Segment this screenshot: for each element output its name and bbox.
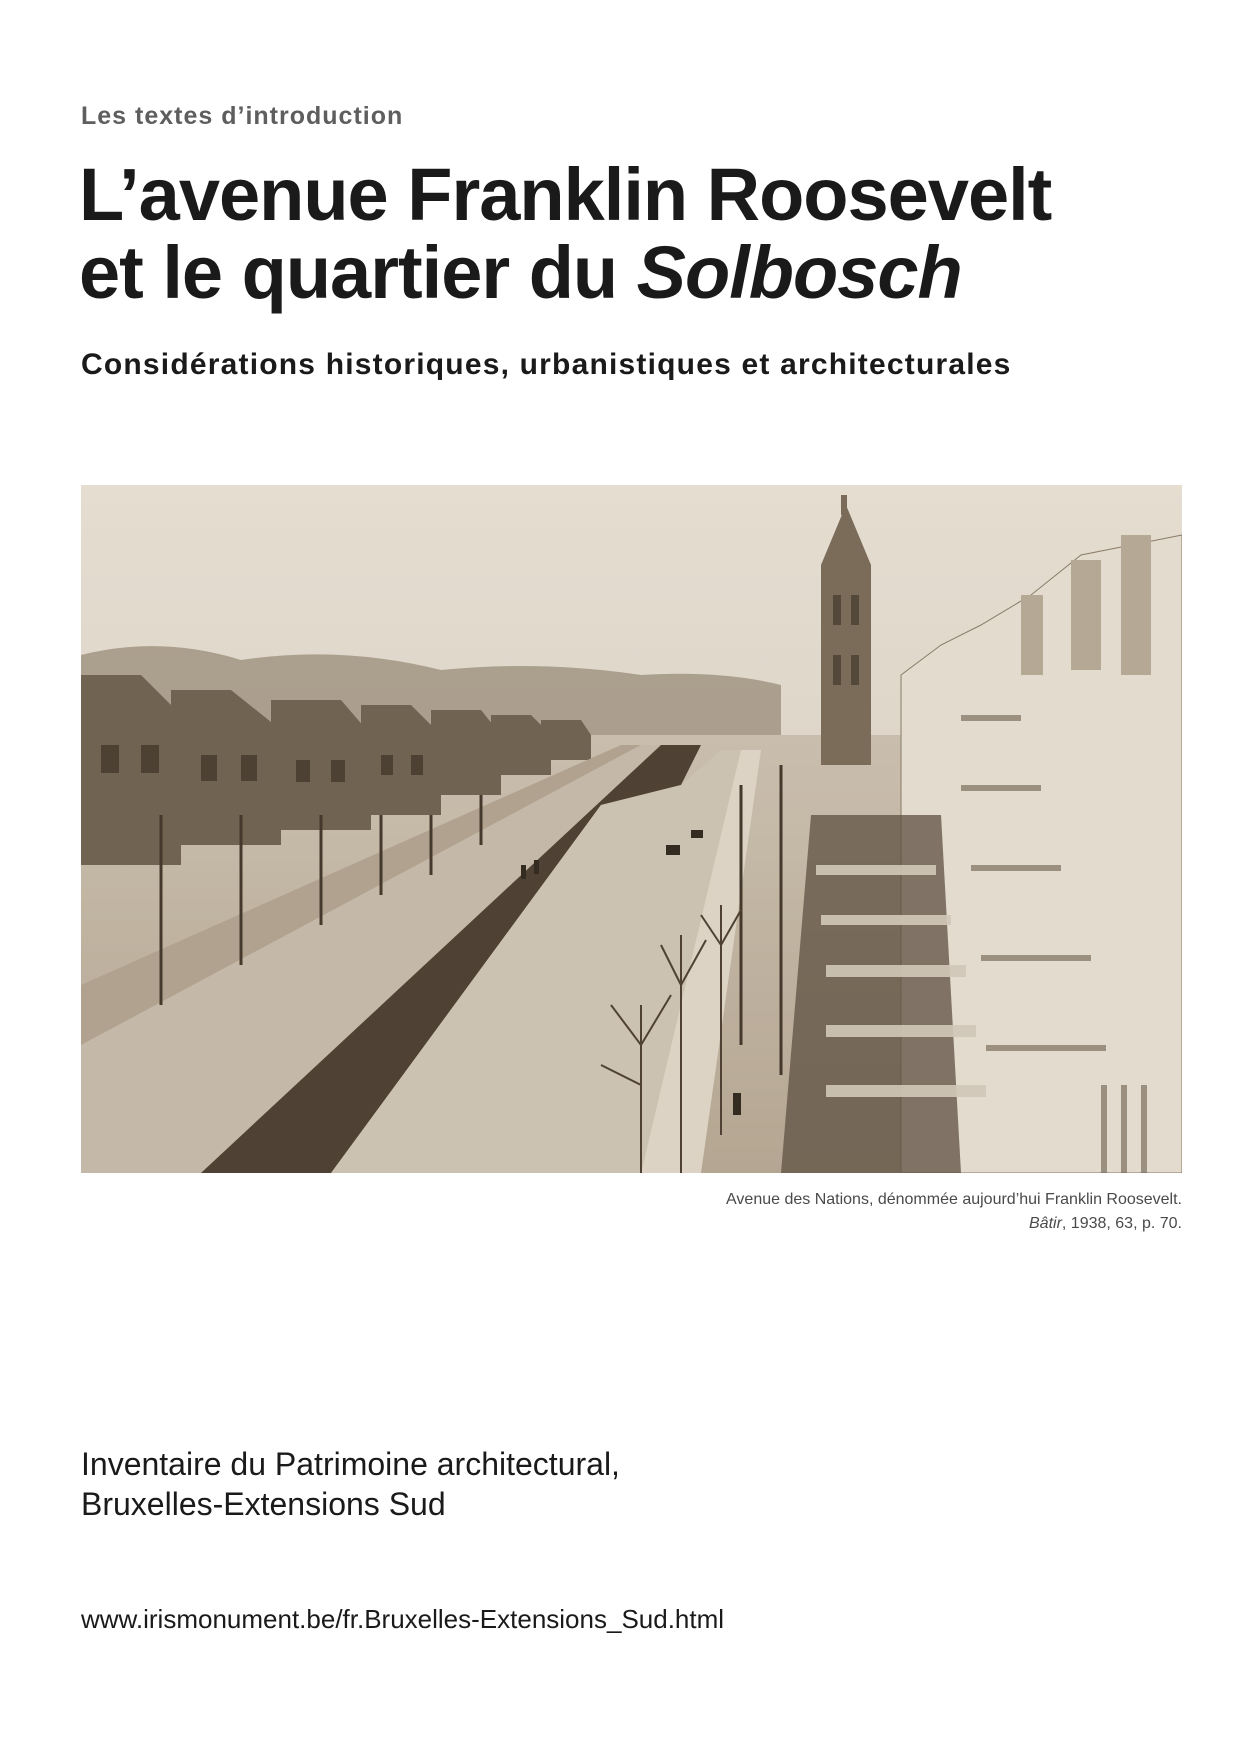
publisher-block [81, 1444, 620, 1524]
caption-source [726, 1212, 1182, 1236]
page-title [79, 153, 1052, 314]
caption-source-details: , 1938, 63, p. 70. [1061, 1215, 1182, 1232]
page-subtitle: Considérations historiques, urbanistiques et architecturales [81, 348, 1012, 381]
title-line-1: L’avenue Franklin Roosevelt [79, 153, 1052, 236]
title-line-2 [79, 231, 1051, 314]
photo-illustration [81, 485, 1182, 1173]
publisher-line-2: Bruxelles-Extensions Sud [81, 1486, 446, 1522]
photo-caption [726, 1188, 1182, 1236]
eyebrow-label: Les textes d’introduction [81, 102, 404, 130]
title-italic-word: Solbosch [636, 231, 962, 314]
caption-description: Avenue des Nations, dénommée aujourd’hui Franklin Roosevelt. [726, 1191, 1182, 1208]
historic-street-photo [81, 485, 1182, 1173]
source-url[interactable]: www.irismonument.be/fr.Bruxelles-Extensions_Sud.html [81, 1604, 725, 1634]
publisher-line-1: Inventaire du Patrimoine architectural, [81, 1446, 620, 1482]
caption-source-title: Bâtir [1029, 1215, 1062, 1232]
title-line-2-text: et le quartier du [79, 231, 637, 314]
